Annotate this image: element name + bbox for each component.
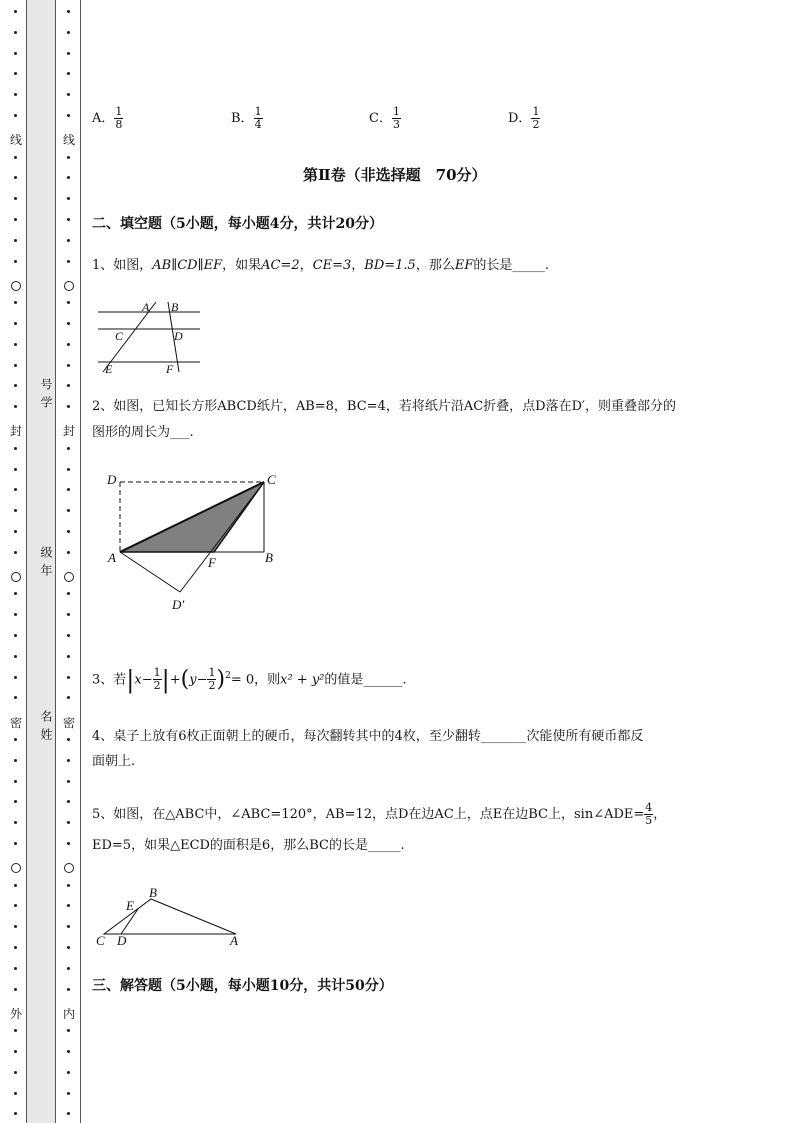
outer-dot-column [9,0,23,1123]
binding-dot [14,759,17,762]
svg-text:C: C [96,933,105,948]
binding-dot [67,738,70,741]
figure-1-parallel-lines [90,296,210,376]
field-name: 名姓 [39,710,53,746]
binding-dot [67,322,70,325]
binding-dot [67,884,70,887]
binding-dot [14,176,17,179]
svg-text:A: A [142,300,150,314]
binding-dot [67,176,70,179]
binding-dot [14,31,17,34]
binding-dot [14,904,17,907]
section-answer-heading: 三、解答题（5小题，每小题10分，共计50分） [92,978,393,994]
question-3: 3、若|x− $\frac{1}{2}$ |+(y− $\frac{1}{2}$ )$^2$= 0，则x² + y²的值是______. [92,665,407,694]
binding-dot [14,842,17,845]
binding-dot [67,592,70,595]
binding-dot [14,655,17,658]
binding-hole-circle [64,863,74,873]
binding-dot [14,1071,17,1074]
binding-dot [14,52,17,55]
binding-dot [67,52,70,55]
field-student-number: 号学 [39,378,53,414]
binding-dot [14,239,17,242]
binding-dot [14,676,17,679]
binding-dot [67,530,70,533]
svg-text:E: E [105,362,113,376]
choice-a: A． $\frac{1}{8}$ [92,105,123,131]
binding-dot [67,218,70,221]
binding-dot [67,988,70,991]
binding-dot [67,93,70,96]
svg-text:D′: D′ [172,597,185,612]
binding-dot [14,384,17,387]
binding-dot [14,197,17,200]
choice-d: D． $\frac{1}{2}$ [508,105,540,131]
question-2-line1: 2、如图，已知长方形ABCD纸片，AB=8，BC=4，若将纸片沿AC折叠，点D落在D′，则重叠部分的 [92,399,676,414]
binding-dot [14,93,17,96]
binding-dot [14,301,17,304]
figure-2-folded-rectangle [100,468,290,618]
binding-dot [14,260,17,263]
binding-dot [14,800,17,803]
binding-dot [67,925,70,928]
binding-dot [67,509,70,512]
question-1: 1、如图，AB∥CD∥EF，如果AC=2，CE=3，BD=1.5，那么EF的长是_____. [92,258,549,273]
section-fill-heading: 二、填空题（5小题，每小题4分，共计20分） [92,216,383,232]
binding-dot [67,946,70,949]
binding-dot [67,239,70,242]
binding-hole-circle [11,863,21,873]
binding-dot [67,676,70,679]
binding-hole-circle [11,572,21,582]
svg-text:D: D [174,329,183,343]
binding-dot [14,114,17,117]
binding-dot [67,1029,70,1032]
binding-dot [67,343,70,346]
outer-mark-wai: 外 [9,1007,22,1021]
binding-dot [14,530,17,533]
question-4-line2: 面朝上. [92,754,136,769]
binding-dot [14,1029,17,1032]
binding-dot [67,31,70,34]
binding-dot [14,1050,17,1053]
binding-dot [14,634,17,637]
field-grade: 级年 [39,546,53,582]
inner-mark-xian: 线 [62,133,75,147]
binding-dot [14,821,17,824]
binding-dot [14,343,17,346]
binding-dot [67,10,70,13]
question-5-line2: ED=5，如果△ECD的面积是6，那么BC的长是_____. [92,838,405,853]
binding-dot [14,592,17,595]
binding-dot [67,821,70,824]
outer-mark-mi: 密 [9,716,22,730]
binding-dot [67,655,70,658]
svg-text:B: B [265,550,273,565]
binding-dot [67,780,70,783]
binding-dot [67,114,70,117]
svg-text:D: D [117,933,127,948]
binding-dot [67,1092,70,1095]
binding-dot [14,551,17,554]
binding-dot [14,447,17,450]
binding-dot [67,364,70,367]
binding-dot [67,260,70,263]
binding-dot [67,384,70,387]
binding-dot [14,613,17,616]
binding-dot [14,696,17,699]
binding-dot [67,447,70,450]
binding-dot [67,1050,70,1053]
figure-5-triangle [92,884,252,950]
binding-dot [14,364,17,367]
svg-text:F: F [166,362,174,376]
binding-dot [67,156,70,159]
binding-dot [67,301,70,304]
binding-dot [14,488,17,491]
binding-dot [67,634,70,637]
binding-dot [14,946,17,949]
binding-hole-circle [64,572,74,582]
margin-rule [80,0,81,1123]
binding-dot [67,842,70,845]
svg-text:D: D [107,472,117,487]
binding-dot [67,800,70,803]
binding-dot [67,405,70,408]
inner-mark-feng: 封 [62,424,75,438]
svg-text:B: B [171,300,179,314]
binding-hole-circle [11,281,21,291]
binding-dot [14,468,17,471]
inner-dot-column [62,0,76,1123]
binding-dot [67,72,70,75]
inner-mark-mi: 密 [62,716,75,730]
question-4-line1: 4、桌子上放有6枚正面朝上的硬币，每次翻转其中的4枚，至少翻转_______次能使所有硬币都反 [92,729,644,744]
binding-dot [14,322,17,325]
binding-dot [67,759,70,762]
binding-dot [67,613,70,616]
binding-dot [14,509,17,512]
binding-dot [67,1071,70,1074]
binding-dot [14,967,17,970]
svg-text:C: C [115,329,124,343]
binding-dot [67,696,70,699]
binding-dot [14,1112,17,1115]
binding-dot [14,405,17,408]
svg-text:A: A [230,933,238,948]
binding-dot [14,156,17,159]
binding-dot [14,988,17,991]
outer-mark-feng: 封 [9,424,22,438]
svg-text:F: F [208,555,216,570]
svg-text:A: A [108,550,116,565]
binding-dot [14,884,17,887]
binding-dot [14,1092,17,1095]
outer-mark-xian: 线 [9,133,22,147]
binding-dot [14,10,17,13]
svg-text:C: C [267,472,276,487]
choice-c: C． $\frac{1}{3}$ [369,105,400,131]
question-5-line1: 5、如图，在△ABC中，∠ABC=120°，AB=12，点D在边AC上，点E在边BC上，sin∠ADE= $\frac{4}{5}$ ， [92,801,667,827]
binding-hole-circle [64,281,74,291]
choice-b: B． $\frac{1}{4}$ [231,105,262,131]
binding-dot [67,1112,70,1115]
binding-dot [67,551,70,554]
binding-dot [67,488,70,491]
inner-mark-nei: 内 [62,1007,75,1021]
svg-text:E: E [126,898,134,913]
binding-dot [14,72,17,75]
binding-dot [14,925,17,928]
binding-dot [14,780,17,783]
binding-dot [14,218,17,221]
svg-text:B: B [149,885,157,900]
question-2-line2: 图形的周长为___. [92,425,194,440]
binding-dot [67,904,70,907]
part2-title: 第Ⅱ卷（非选择题 70分） [303,166,487,184]
binding-dot [67,197,70,200]
binding-dot [67,967,70,970]
binding-dot [67,468,70,471]
binding-dot [14,738,17,741]
